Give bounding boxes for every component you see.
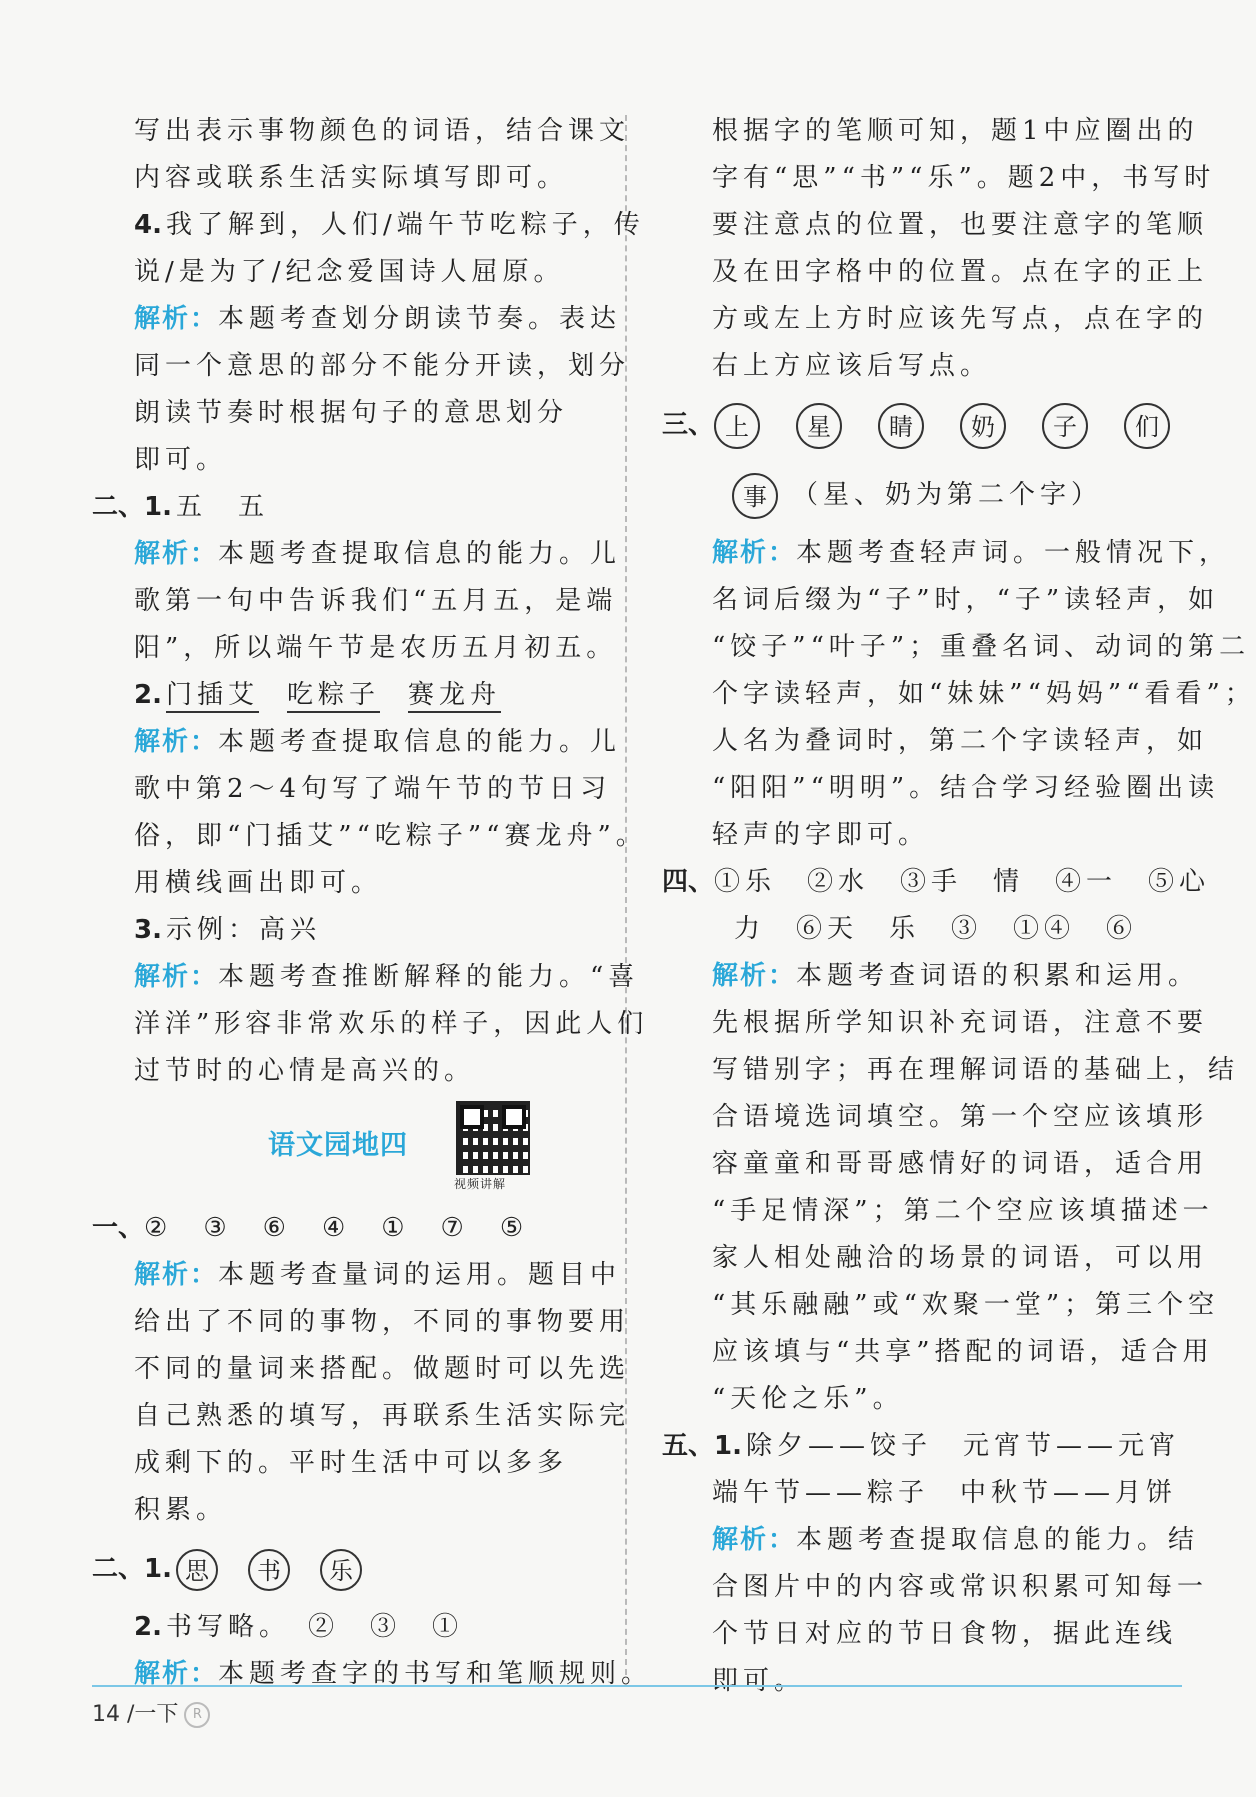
circled-char: 星 (796, 403, 842, 449)
section-label: 三、 (662, 410, 715, 440)
circled-char: 奶 (960, 403, 1006, 449)
analysis-label: 解析： (712, 1525, 797, 1555)
qr-label: 视频讲解 (454, 1177, 507, 1191)
page-footer (92, 1697, 210, 1728)
text-line: 人名为叠词时，第二个字读轻声，如 (712, 726, 1209, 756)
text-line: “手足情深”；第二个空应该填描述一 (712, 1196, 1214, 1226)
text-line: 合语境选词填空。第一个空应该填形 (712, 1102, 1209, 1132)
answer-text: 五 五 (175, 492, 269, 522)
analysis-line (662, 530, 1231, 577)
analysis-label: 解析： (134, 962, 219, 992)
section-four-a (662, 859, 1211, 906)
analysis-text: 本题考查提取信息的能力。儿 (218, 539, 622, 569)
text-line: 成剩下的。平时生活中可以多多 (134, 1448, 569, 1478)
text-line: 应该填与“共享”搭配的词语，适合用 (712, 1337, 1214, 1367)
analysis-line (92, 1651, 653, 1698)
analysis-label: 解析： (134, 727, 219, 757)
text-line: 方或左上方时应该先写点，点在字的 (712, 304, 1209, 334)
section-label: 二、 (92, 1554, 145, 1584)
section-three-circles-2 (662, 460, 1182, 530)
underlined-answer: 吃粽子 (287, 680, 380, 713)
section-five-a (662, 1423, 1182, 1470)
underlined-answer: 赛龙舟 (408, 680, 501, 713)
text-line: 俗，即“门插艾”“吃粽子”“赛龙舟”。 (134, 821, 647, 851)
analysis-text: 本题考查词语的积累和运用。 (796, 961, 1200, 991)
text-line: 轻声的字即可。 (712, 820, 930, 850)
text-line: 家人相处融洽的场景的词语，可以用 (712, 1243, 1209, 1273)
analysis-line (92, 719, 622, 766)
qr-code-icon[interactable] (456, 1101, 530, 1175)
section-two-q1 (92, 484, 612, 531)
text-line: 即可。 (712, 1666, 806, 1696)
question-number: 3. (134, 915, 162, 945)
left-column (92, 108, 653, 1698)
analysis-line (92, 296, 622, 343)
text-line: 自己熟悉的填写，再联系生活实际完 (134, 1401, 631, 1431)
text-line: 个字读轻声，如“妹妹”“妈妈”“看看”； (712, 679, 1256, 709)
text-line: 写错别字；再在理解词语的基础上，结 (712, 1055, 1240, 1085)
analysis-label: 解析： (134, 539, 219, 569)
text-line: 积累。 (134, 1495, 228, 1525)
garden-header (92, 1095, 612, 1205)
circled-char: 睛 (878, 403, 924, 449)
text-line: 要注意点的位置，也要注意字的笔顺 (712, 210, 1209, 240)
analysis-text: 本题考查推断解释的能力。“喜 (218, 962, 640, 992)
question-number: 2. (134, 1612, 162, 1642)
underlined-answer: 门插艾 (166, 680, 259, 713)
edition-badge-icon: R (184, 1702, 210, 1728)
section-two-q2 (92, 672, 612, 719)
analysis-label: 解析： (134, 304, 219, 334)
garden-q2-1 (92, 1534, 612, 1604)
text-line: “天伦之乐”。 (712, 1384, 904, 1414)
analysis-text: 本题考查提取信息的能力。儿 (218, 727, 622, 757)
analysis-label: 解析： (134, 1260, 219, 1290)
section-label: 一、 (92, 1213, 145, 1243)
answer-text: 除夕——饺子 元宵节——元宵 (745, 1431, 1180, 1461)
footer-divider (92, 1685, 1182, 1687)
text-line: “其乐融融”或“欢聚一堂”；第三个空 (712, 1290, 1220, 1320)
text-line: 根据字的笔顺可知，题1中应圈出的 (712, 116, 1199, 146)
note-text: （星、奶为第二个字） (792, 480, 1103, 510)
analysis-text: 本题考查划分朗读节奏。表达 (218, 304, 622, 334)
question-number: 2. (134, 680, 162, 710)
text-line: 右上方应该后写点。 (712, 351, 992, 381)
analysis-label: 解析： (134, 1659, 219, 1689)
text-line: 用横线画出即可。 (134, 868, 383, 898)
text-line: 写出表示事物颜色的词语，结合课文 (134, 116, 631, 146)
section-two-q3 (92, 907, 612, 954)
garden-title: 语文园地四 (268, 1130, 408, 1161)
answer-text: ② ③ ⑥ ④ ① ⑦ ⑤ (144, 1213, 529, 1243)
analysis-line (662, 1517, 1200, 1564)
text-line: 容童童和哥哥感情好的词语，适合用 (712, 1149, 1209, 1179)
text-line: 合图片中的内容或常识积累可知每一 (712, 1572, 1209, 1602)
question-number: 1. (144, 492, 172, 522)
section-label: 四、 (662, 867, 715, 897)
text-line: “饺子”“叶子”；重叠名词、动词的第二 (712, 632, 1251, 662)
text-line: 洋洋”形容非常欢乐的样子，因此人们 (134, 1009, 649, 1039)
text-line: 阳”，所以端午节是农历五月初五。 (134, 633, 618, 663)
analysis-line (92, 1252, 622, 1299)
circled-char: 们 (1124, 403, 1170, 449)
text-line: 说/是为了/纪念爱国诗人屈原。 (134, 257, 565, 287)
section-label: 二、 (92, 492, 145, 522)
section-five-b: 端午节——粽子 中秋节——月饼 (712, 1478, 1178, 1508)
text-line: 名词后缀为“子”时，“子”读轻声，如 (712, 585, 1220, 615)
analysis-text: 本题考查量词的运用。题目中 (218, 1260, 622, 1290)
answer-text: ①乐 ②水 ③手 情 ④一 ⑤心 (714, 867, 1211, 897)
circled-char: 事 (732, 473, 778, 519)
text-line: 给出了不同的事物，不同的事物要用 (134, 1307, 631, 1337)
text-line: 个节日对应的节日食物，据此连线 (712, 1619, 1178, 1649)
text-line: 及在田字格中的位置。点在字的正上 (712, 257, 1209, 287)
section-three-circles (662, 390, 1182, 460)
analysis-line (92, 531, 622, 578)
analysis-line (662, 953, 1200, 1000)
analysis-line (92, 954, 640, 1001)
text-line: 同一个意思的部分不能分开读，划分 (134, 351, 631, 381)
question-number: 4. (134, 210, 162, 240)
question-number: 1. (714, 1431, 742, 1461)
analysis-label: 解析： (712, 538, 797, 568)
text-line: “阳阳”“明明”。结合学习经验圈出读 (712, 773, 1220, 803)
text-line: 不同的量词来搭配。做题时可以先选 (134, 1354, 631, 1384)
text-line: 歌中第2～4句写了端午节的节日习 (134, 774, 612, 804)
answer-text: 书写略。 ② ③ ① (165, 1612, 463, 1642)
analysis-text: 本题考查字的书写和笔顺规则。 (218, 1659, 653, 1689)
text-line (92, 202, 645, 249)
text-line: 过节时的心情是高兴的。 (134, 1056, 476, 1086)
text-line: 先根据所学知识补充词语，注意不要 (712, 1008, 1209, 1038)
garden-q1 (92, 1205, 612, 1252)
text-line: 朗读节奏时根据句子的意思划分 (134, 398, 569, 428)
analysis-text: 本题考查提取信息的能力。结 (796, 1525, 1200, 1555)
circled-char: 乐 (320, 1549, 362, 1591)
answer-text: 我了解到，人们/端午节吃粽子，传 (165, 210, 645, 240)
circled-char: 子 (1042, 403, 1088, 449)
text-line: 内容或联系生活实际填写即可。 (134, 163, 569, 193)
text-line: 即可。 (134, 445, 228, 475)
right-column (662, 108, 1256, 1705)
text-line: 字有“思”“书”“乐”。题2中，书写时 (712, 163, 1216, 193)
garden-q2-2 (92, 1604, 612, 1651)
section-four-b: 力 ⑥天 乐 ③ ①④ ⑥ (734, 914, 1138, 944)
analysis-label: 解析： (712, 961, 797, 991)
answer-text: 示例：高兴 (165, 915, 321, 945)
circled-char: 思 (176, 1549, 218, 1591)
page-number: 14 /一下 (92, 1702, 179, 1727)
question-number: 1. (144, 1554, 172, 1584)
analysis-text: 本题考查轻声词。一般情况下， (796, 538, 1231, 568)
section-label: 五、 (662, 1431, 715, 1461)
circled-char: 上 (714, 403, 760, 449)
circled-char: 书 (248, 1549, 290, 1591)
text-line: 歌第一句中告诉我们“五月五，是端 (134, 586, 618, 616)
